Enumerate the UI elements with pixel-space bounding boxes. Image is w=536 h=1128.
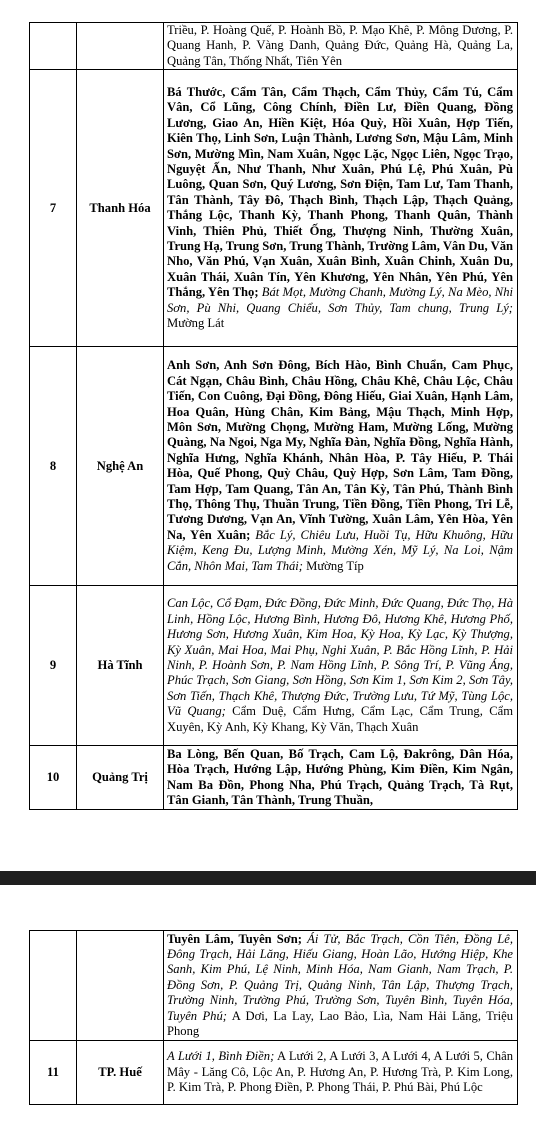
page-separator: [0, 871, 536, 885]
province-name: Quảng Trị: [77, 746, 164, 810]
commune-list: [164, 23, 518, 70]
province-name: TP. Huế: [77, 1041, 164, 1105]
province-name: [77, 23, 164, 70]
table-row: [30, 1041, 518, 1105]
table-row: [30, 23, 518, 70]
commune-list: [164, 1041, 518, 1105]
province-name: Hà Tĩnh: [77, 586, 164, 746]
row-number: 8: [30, 347, 77, 586]
district-table-page-1: [29, 22, 518, 810]
table-row: [30, 931, 518, 1041]
district-table-page-2: [29, 930, 518, 1105]
commune-list: [164, 347, 518, 586]
commune-list: [164, 931, 518, 1041]
table-row: [30, 70, 518, 347]
commune-text-italic: A Lưới 1, Bình Điền;: [167, 1049, 275, 1064]
table-row: [30, 746, 518, 810]
row-number: 10: [30, 746, 77, 810]
table-row: [30, 347, 518, 586]
province-name: Thanh Hóa: [77, 70, 164, 347]
commune-text-italic: Can Lộc, Cổ Đạm, Đức Đồng, Đức Minh, Đức Quang, Đức Thọ, Hà Linh, Hồng Lộc, Hương Bình, Hương Đô, Hương Khê, Hương Phố, Hương Sơn, Hương Xuân, Kim Hoa, Kỳ Hoa, Kỳ Lạc, Kỳ Thượng, Kỳ Xuân, Mai Hoa, Mai Phụ, Nghi Xuân, P. Bắc Hồng Lĩnh, P. Hải Ninh, P. Hoành Sơn, P. Nam Hồng Lĩnh, P. Sông Trí, P. Vũng Áng, Phúc Trạch, Sơn Giang, Sơn Hồng, Sơn Kim 1, Sơn Kim 2, Sơn Tây, Sơn Tiến, Thạch Khê, Thượng Đức, Trường Lưu, Tứ Mỹ, Tùng Lộc, Vũ Quang;: [167, 596, 513, 719]
row-number: 7: [30, 70, 77, 347]
commune-text: A Lưới 2, A Lưới 3, A Lưới 4, A Lưới 5, Chân Mây - Lăng Cô, Lộc An, P. Hương An, P. Hương Trà, P. Kim Long, P. Kim Trà, P. Phong Điền, P. Phong Thái, P. Phú Bài, Phú Lộc: [167, 1049, 513, 1095]
row-number: 11: [30, 1041, 77, 1105]
commune-text-bold: Tuyên Lâm, Tuyên Sơn;: [167, 931, 302, 946]
commune-text: Triều, P. Hoàng Quế, P. Hoành Bồ, P. Mạo Khê, P. Mông Dương, P. Quang Hanh, P. Vàng Danh, Quảng Đức, Quảng Hà, Quảng La, Quảng Tân, Thống Nhất, Tiên Yên: [167, 23, 513, 68]
province-name: [77, 931, 164, 1041]
commune-text-bold: Bá Thước, Cẩm Tân, Cẩm Thạch, Cẩm Thủy, Cẩm Tú, Cẩm Vân, Cổ Lũng, Công Chính, Điền Lư, Điền Quang, Đồng Lương, Giao An, Hiền Kiệt, Hóa Quỳ, Hồi Xuân, Hợp Tiến, Kiên Thọ, Linh Sơn, Luận Thành, Lương Sơn, Mậu Lâm, Minh Sơn, Mường Mìn, Nam Xuân, Ngọc Lặc, Ngọc Liên, Ngọc Trạo, Nguyệt Ấn, Như Thanh, Như Xuân, Phú Lệ, Phú Xuân, Pù Luông, Quan Sơn, Quý Lương, Sơn Điện, Tam Lư, Tam Thanh, Tân Thành, Tây Đô, Thạch Bình, Thạch Lập, Thạch Quảng, Thắng Lộc, Thanh Kỳ, Thanh Phong, Thanh Quân, Thành Vinh, Thiên Phủ, Thiết Ống, Thượng Ninh, Thường Xuân, Trung Hạ, Trung Sơn, Trung Thành, Trường Lâm, Vân Du, Văn Nho, Văn Phú, Vạn Xuân, Xuân Bình, Xuân Chinh, Xuân Du, Xuân Thái, Xuân Tín, Yên Khương, Yên Nhân, Yên Phú, Yên Thắng, Yên Thọ;: [167, 84, 513, 300]
row-number: 9: [30, 586, 77, 746]
commune-text: Mường Lát: [167, 316, 225, 331]
commune-text: A Dơi, La Lay, Lao Bảo, Lìa, Nam Hải Lăng, Triệu Phong: [167, 1008, 513, 1039]
row-number: [30, 23, 77, 70]
commune-list: [164, 586, 518, 746]
commune-text: Cẩm Duệ, Cẩm Hưng, Cẩm Lạc, Cẩm Trung, Cẩm Xuyên, Kỳ Anh, Kỳ Khang, Kỳ Văn, Thạch Xuân: [167, 704, 513, 734]
row-number: [30, 931, 77, 1041]
commune-text-italic: Ái Tử, Bắc Trạch, Cồn Tiên, Đồng Lê, Đông Trạch, Hải Lăng, Hiếu Giang, Hoàn Lão, Hướng Hiệp, Khe Sanh, Kim Phú, Lệ Ninh, Minh Hóa, Nam Gianh, Nam Trạch, P. Đồng Sơn, P. Quảng Trị, Quảng Ninh, Tân Lập, Thượng Trạch, Trường Ninh, Trường Phú, Trường Sơn, Tuyên Bình, Tuyên Hóa, Tuyên Phú;: [167, 931, 513, 1023]
commune-text-italic: Bắc Lý, Chiêu Lưu, Huồi Tụ, Hữu Khuông, Hữu Kiệm, Keng Đu, Lượng Minh, Mường Xén, Mỹ Lý, Na Loi, Nậm Cắn, Nhôn Mai, Tam Thái;: [167, 527, 514, 573]
commune-text-bold: Ba Lòng, Bến Quan, Bố Trạch, Cam Lộ, Đakrông, Dân Hóa, Hòa Trạch, Hướng Lập, Hướng Phùng, Kim Điền, Kim Ngân, Nam Ba Đồn, Phong Nha, Phú Trạch, Quảng Trạch, Tà Rụt, Tân Gianh, Tân Thành, Trung Thuần,: [167, 746, 513, 808]
province-name: Nghệ An: [77, 347, 164, 586]
table-row: [30, 586, 518, 746]
commune-text: Mường Típ: [303, 558, 364, 573]
commune-text-bold: Anh Sơn, Anh Sơn Đông, Bích Hào, Bình Chuẩn, Cam Phục, Cát Ngạn, Châu Bình, Châu Hồng, Châu Khê, Châu Lộc, Châu Tiến, Con Cuông, Đại Đồng, Đông Hiếu, Giai Xuân, Hạnh Lâm, Hoa Quân, Hùng Chân, Kim Bảng, Mậu Thạch, Minh Hợp, Môn Sơn, Mường Chọng, Mường Ham, Mường Lống, Mường Quàng, Na Ngoi, Nga My, Nghĩa Đàn, Nghĩa Đồng, Nghĩa Hành, Nghĩa Hưng, Nghĩa Khánh, Nhân Hòa, P. Tây Hiếu, P. Thái Hòa, Quế Phong, Quỳ Châu, Quỳ Hợp, Sơn Lâm, Tam Đồng, Tam Hợp, Tam Quang, Tân An, Tân Kỳ, Tân Phú, Thành Bình Thọ, Thông Thụ, Thuần Trung, Tiền Đồng, Tiền Phong, Tri Lễ, Tương Dương, Vạn An, Vĩnh Tường, Xuân Lâm, Yên Hòa, Yên Na, Yên Xuân;: [167, 358, 513, 542]
commune-text-italic: Bát Mọt, Mường Chanh, Mường Lý, Na Mèo, Nhi Sơn, Pù Nhi, Quang Chiểu, Sơn Thủy, Tam chung, Trung Lý;: [167, 285, 513, 315]
commune-list: [164, 746, 518, 810]
commune-list: [164, 70, 518, 347]
